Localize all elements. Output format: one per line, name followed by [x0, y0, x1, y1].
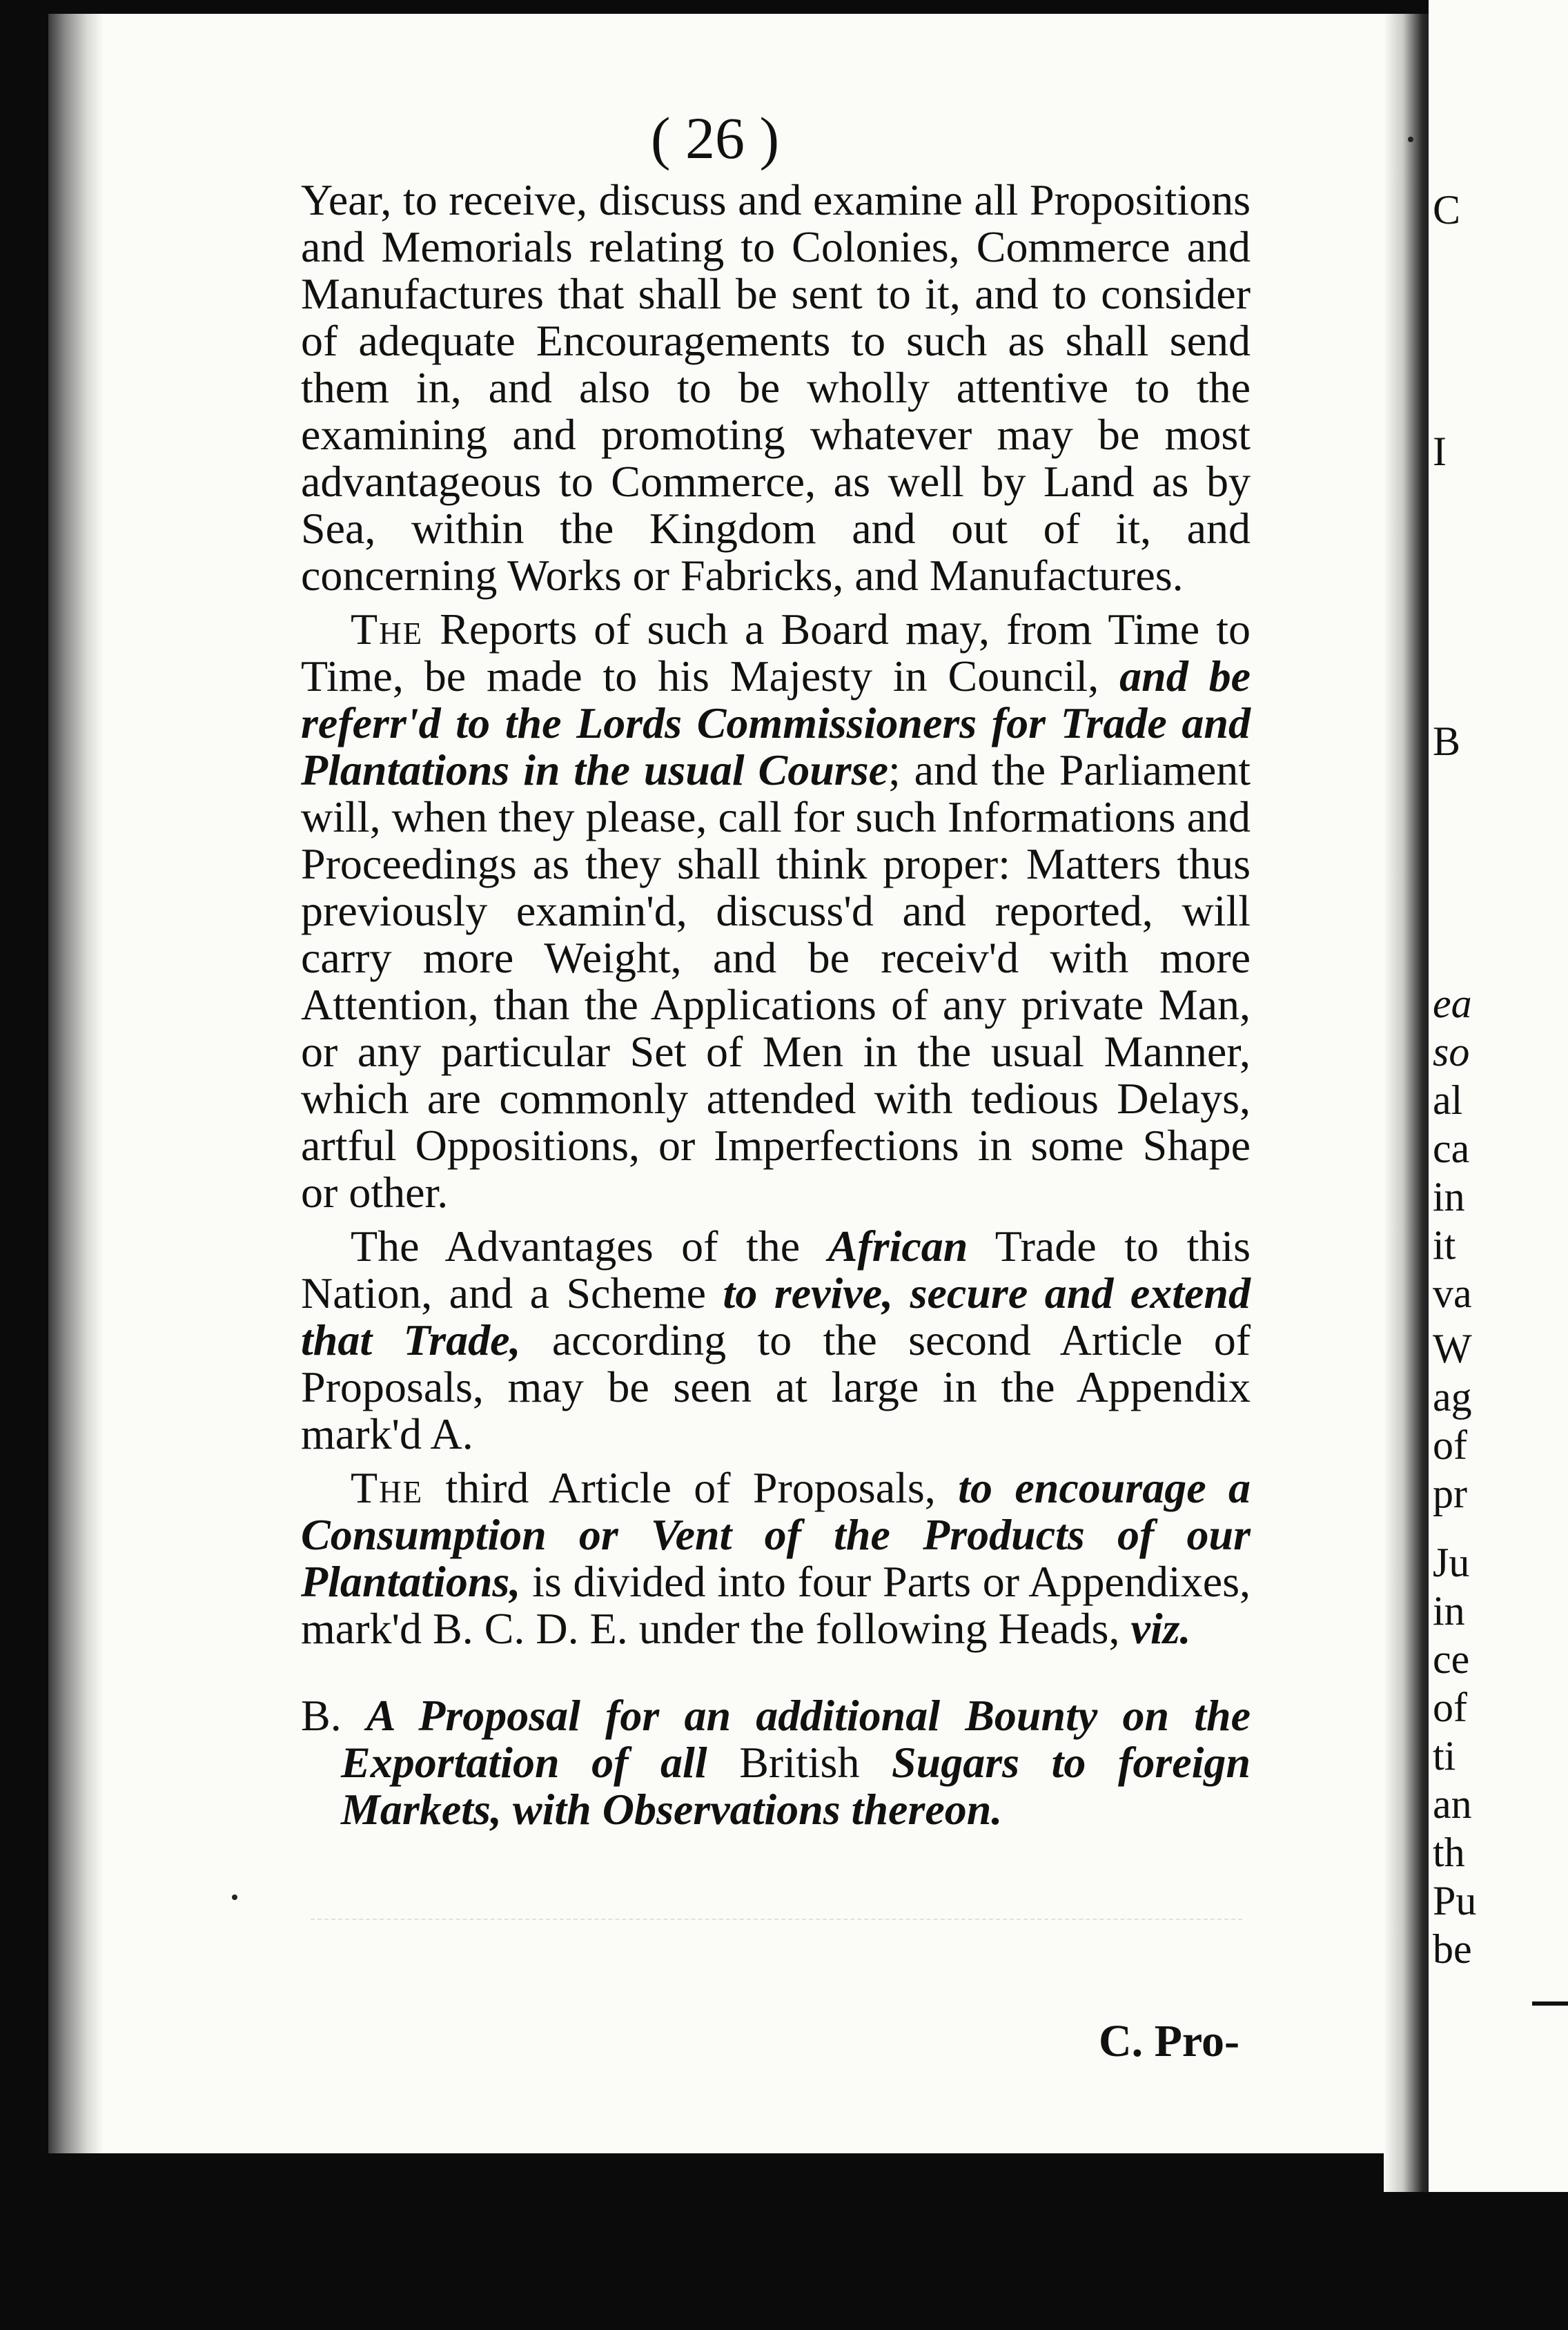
text-run: Trade to this Nation, and a Scheme — [301, 1222, 1251, 1318]
text-run: British — [707, 1738, 892, 1787]
facing-page-fragment: th — [1433, 1830, 1465, 1875]
facing-page-fragment: C — [1433, 187, 1461, 233]
facing-page-fragment: of — [1433, 1422, 1467, 1468]
italic-text: and be referr'd to the Lords Commissioners for Trade and Plantations in the usual Course — [301, 652, 1251, 794]
page-number: ( 26 ) — [650, 105, 780, 171]
text-run: according to the second Article of Proposals, may be seen at large in the Appendix mark'd A. — [301, 1315, 1251, 1458]
italic-text: A Proposal for an additional Bounty on the Exportation of all — [341, 1691, 1251, 1787]
italic-text: viz. — [1130, 1604, 1191, 1653]
facing-page-fragment: al — [1433, 1077, 1463, 1123]
ink-speck — [232, 1895, 237, 1900]
facing-page-fragment: so — [1433, 1029, 1470, 1075]
small-caps-text: The — [351, 1463, 424, 1512]
italic-text: Sugars to foreign Markets, with Observations thereon. — [341, 1738, 1251, 1834]
facing-page-fragment: W — [1433, 1326, 1472, 1371]
facing-page-rule — [1532, 2001, 1568, 2006]
body-text — [301, 177, 1251, 1840]
ink-speck — [1408, 137, 1413, 142]
paragraph — [301, 1465, 1251, 1652]
facing-page-fragment: ea — [1433, 981, 1472, 1026]
facing-page-fragment: pr — [1433, 1471, 1467, 1516]
facing-page-fragment: be — [1433, 1926, 1472, 1972]
facing-page-fragment: in — [1433, 1588, 1465, 1634]
facing-page-fragment: an — [1433, 1781, 1472, 1827]
text-run: ; and the Parliament will, when they please, call for such Informations and Proceedings as they shall think proper: Matters thus previously examin'd, discuss'd and reported, will carry more Weight, and be receiv'd with more Attention, than the Applications of any private Man, or any particular Set of Men in the usual Manner, which are commonly attended with tedious Delays, artful Oppositions, or Imperfections in some Shape or other. — [301, 745, 1251, 1217]
text-run: Year, to receive, discuss and examine all Propositions and Memorials relating to Colonies, Commerce and Manufactures that shall be sent to it, and to consider of adequate Encouragements to such as shall send them in, and also to be wholly attentive to the examining and promoting whatever may be most advantageous to Commerce, as well by Land as by Sea, within the Kingdom and out of it, and concerning Works or Fabricks, and Manufactures. — [301, 175, 1251, 600]
facing-page-fragment: ag — [1433, 1374, 1472, 1420]
text-run: The Advantages of the — [351, 1222, 828, 1271]
facing-page-fragment: in — [1433, 1174, 1465, 1220]
paragraph — [301, 606, 1251, 1216]
binding-edge — [48, 14, 104, 2153]
text-run: third Article of Proposals, — [423, 1463, 959, 1512]
facing-page-fragment: va — [1433, 1271, 1472, 1316]
facing-page-fragment: B — [1433, 718, 1461, 764]
right-page-edge — [1429, 0, 1568, 2192]
appendix-item-b — [301, 1692, 1251, 1833]
facing-page-fragment: it — [1433, 1222, 1456, 1268]
text-run: B. — [301, 1691, 366, 1740]
small-caps-text: The — [351, 605, 424, 654]
facing-page-fragment: Pu — [1433, 1878, 1477, 1923]
italic-text: African — [827, 1222, 968, 1271]
text-run: Reports of such a Board may, from Time to Time, be made to his Majesty in Council, — [301, 605, 1251, 701]
paragraph — [301, 177, 1251, 599]
facing-page-fragment: ca — [1433, 1126, 1470, 1171]
italic-text: to revive, secure and extend that Trade, — [301, 1269, 1251, 1364]
text-run: is divided into four Parts or Appendixes, mark'd B. C. D. E. under the following Heads, — [301, 1557, 1251, 1653]
facing-page-fragment: Ju — [1433, 1540, 1470, 1585]
paragraph — [301, 1223, 1251, 1458]
facing-page-fragment: I — [1433, 429, 1447, 474]
italic-text: to encourage a Consumption or Vent of the Products of our Plantations, — [301, 1463, 1251, 1606]
facing-page-fragment: of — [1433, 1685, 1467, 1730]
facing-page-fragment: ti — [1433, 1733, 1456, 1779]
ink-show-through — [311, 1919, 1242, 1975]
catchword: C. Pro- — [1098, 2016, 1239, 2066]
facing-page-fragment: ce — [1433, 1636, 1470, 1682]
